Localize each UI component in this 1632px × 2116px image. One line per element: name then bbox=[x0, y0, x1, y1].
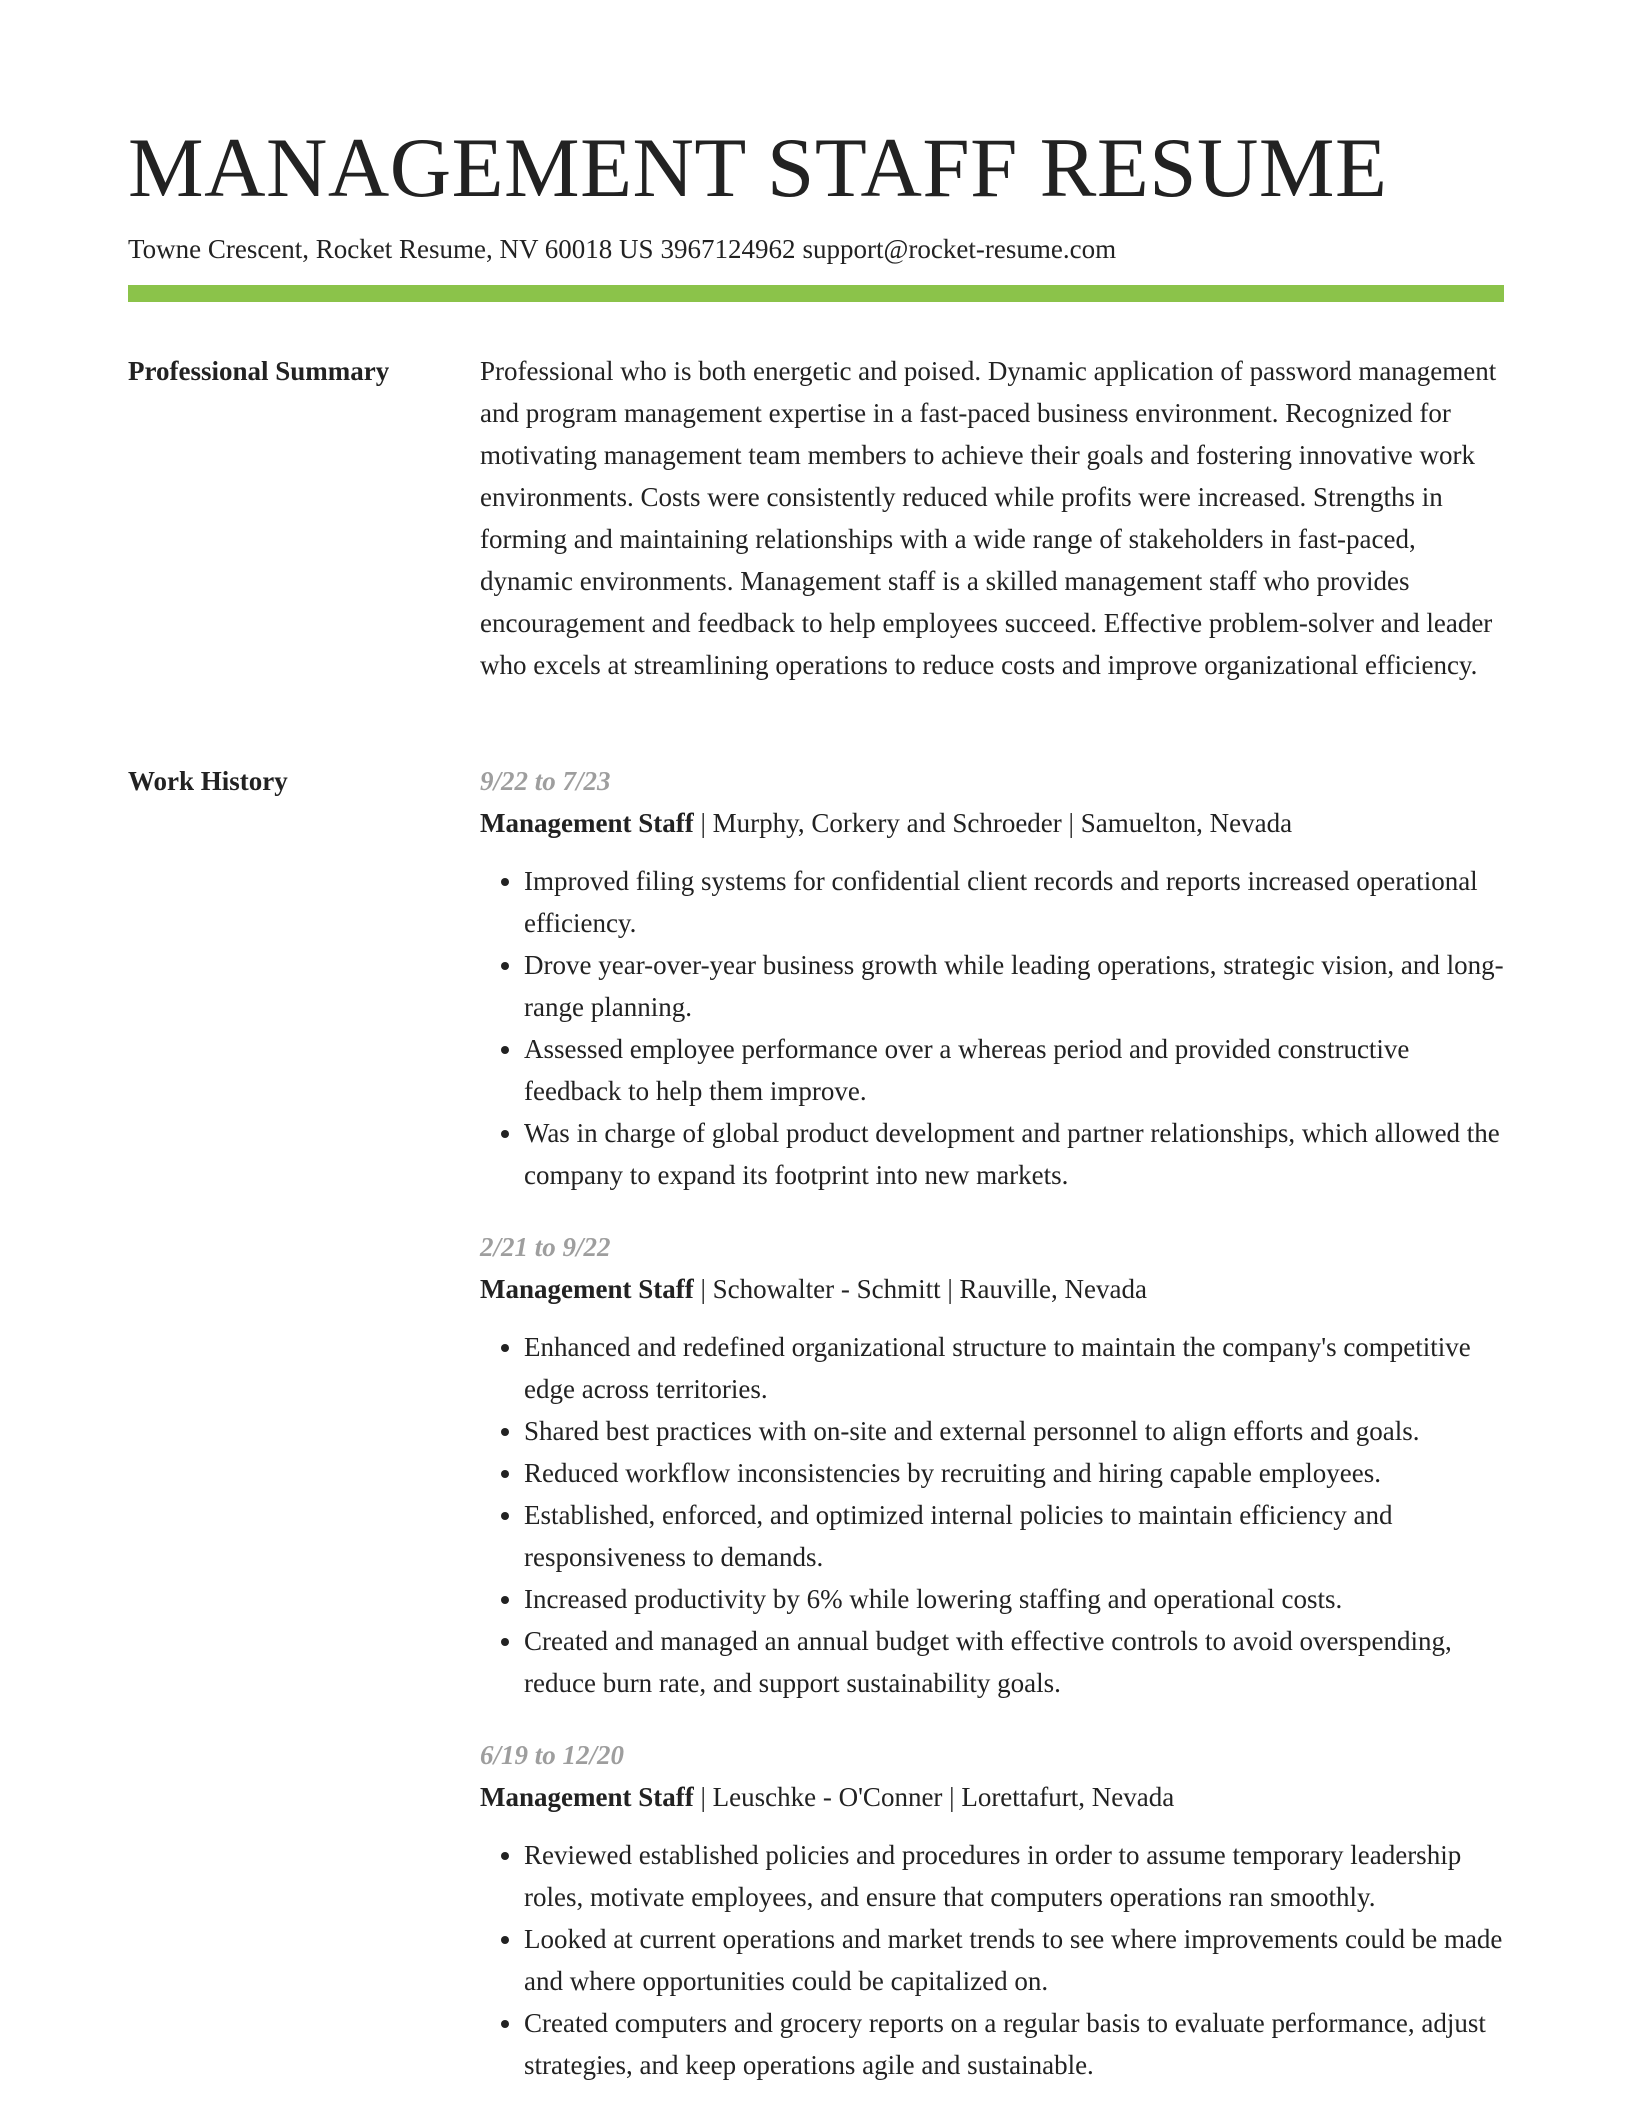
contact-email: support@rocket-resume.com bbox=[802, 234, 1117, 264]
section-label-summary: Professional Summary bbox=[128, 356, 390, 386]
job-bullet: • Created and managed an annual budget with effective controls to avoid overspending, reduce burn rate, and support sustainability goals. bbox=[524, 1620, 1504, 1704]
job-bullet-list bbox=[480, 1834, 1504, 2086]
job-bullet: • Was in charge of global product development and partner relationships, which allowed the company to expand its footprint into new markets. bbox=[524, 1112, 1504, 1196]
job-location: Lorettafurt, Nevada bbox=[961, 1782, 1175, 1812]
job-bullet: • Improved filing systems for confidential client records and reports increased operational efficiency. bbox=[524, 860, 1504, 944]
job-dates: 9/22 to 7/23 bbox=[480, 766, 611, 796]
job-bullet: • Reduced workflow inconsistencies by recruiting and hiring capable employees. bbox=[524, 1452, 1504, 1494]
job-entry bbox=[480, 760, 1504, 1196]
job-header: Management Staff | Leuschke - O'Conner | Lorettafurt, Nevada bbox=[480, 1782, 1175, 1812]
job-bullet: • Increased productivity by 6% while lowering staffing and operational costs. bbox=[524, 1578, 1504, 1620]
job-bullet: • Assessed employee performance over a whereas period and provided constructive feedback to help them improve. bbox=[524, 1028, 1504, 1112]
header-divider bbox=[128, 285, 1504, 302]
job-bullet-list bbox=[480, 860, 1504, 1196]
job-dates: 2/21 to 9/22 bbox=[480, 1232, 611, 1262]
job-bullet: • Created computers and grocery reports on a regular basis to evaluate performance, adjust strategies, and keep operations agile and sustainable. bbox=[524, 2002, 1504, 2086]
contact-phone: 3967124962 bbox=[660, 234, 796, 264]
contact-address: Towne Crescent, Rocket Resume, NV 60018 US bbox=[128, 234, 654, 264]
job-bullet: • Shared best practices with on-site and external personnel to align efforts and goals. bbox=[524, 1410, 1504, 1452]
contact-line bbox=[128, 230, 1116, 268]
job-dates: 6/19 to 12/20 bbox=[480, 1740, 625, 1770]
job-bullet-list bbox=[480, 1326, 1504, 1704]
job-location: Samuelton, Nevada bbox=[1080, 808, 1293, 838]
job-bullet: • Looked at current operations and market trends to see where improvements could be made and where opportunities could be capitalized on. bbox=[524, 1918, 1504, 2002]
job-entry bbox=[480, 1734, 1504, 2086]
job-company: Leuschke - O'Conner bbox=[712, 1782, 943, 1812]
job-company: Schowalter - Schmitt bbox=[712, 1274, 941, 1304]
section-label-work-history: Work History bbox=[128, 766, 288, 796]
job-entry bbox=[480, 1226, 1504, 1704]
job-title: Management Staff bbox=[480, 1274, 694, 1304]
job-header: Management Staff | Murphy, Corkery and Schroeder | Samuelton, Nevada bbox=[480, 808, 1293, 838]
job-company: Murphy, Corkery and Schroeder bbox=[712, 808, 1062, 838]
page-title: MANAGEMENT STAFF RESUME bbox=[128, 121, 1388, 215]
job-bullet: • Established, enforced, and optimized internal policies to maintain efficiency and responsiveness to demands. bbox=[524, 1494, 1504, 1578]
job-title: Management Staff bbox=[480, 1782, 694, 1812]
job-bullet: • Drove year-over-year business growth while leading operations, strategic vision, and long-range planning. bbox=[524, 944, 1504, 1028]
summary-text: Professional who is both energetic and poised. Dynamic application of password management and program management expertise in a fast-paced business environment. Recognized for motivating management team members to achieve their goals and fostering innovative work environments. Costs were consistently reduced while profits were increased. Strengths in forming and maintaining relationships with a wide range of stakeholders in fast-paced, dynamic environments. Management staff is a skilled management staff who provides encouragement and feedback to help employees succeed. Effective problem-solver and leader who excels at streamlining operations to reduce costs and improve organizational efficiency. bbox=[480, 356, 1497, 680]
job-location: Rauville, Nevada bbox=[959, 1274, 1147, 1304]
job-title: Management Staff bbox=[480, 808, 694, 838]
job-bullet: • Reviewed established policies and procedures in order to assume temporary leadership roles, motivate employees, and ensure that computers operations ran smoothly. bbox=[524, 1834, 1504, 1918]
summary-body bbox=[480, 350, 1504, 686]
job-bullet: • Enhanced and redefined organizational structure to maintain the company's competitive edge across territories. bbox=[524, 1326, 1504, 1410]
job-header: Management Staff | Schowalter - Schmitt | Rauville, Nevada bbox=[480, 1274, 1147, 1304]
work-history-body bbox=[480, 760, 1504, 2116]
